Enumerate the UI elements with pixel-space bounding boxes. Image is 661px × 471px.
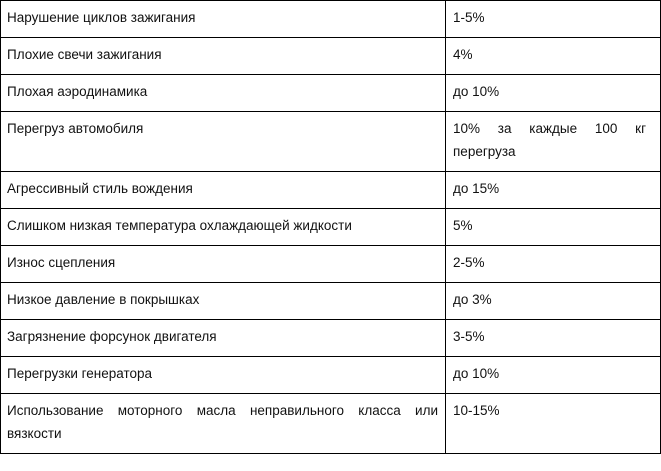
- value-cell: 3-5%: [446, 320, 661, 357]
- factor-cell: Износ сцепления: [1, 246, 446, 283]
- table-row: [1, 1, 661, 38]
- value-cell: до 15%: [446, 172, 661, 209]
- table-row: [1, 38, 661, 75]
- table-row: [1, 112, 661, 172]
- value-cell: 10-15%: [446, 394, 661, 454]
- factor-cell: Агрессивный стиль вождения: [1, 172, 446, 209]
- value-cell: до 10%: [446, 75, 661, 112]
- table-row: [1, 394, 661, 454]
- value-cell: 10% за каждые 100 кг перегруза: [446, 112, 661, 172]
- factor-cell: Плохие свечи зажигания: [1, 38, 446, 75]
- factor-cell: Загрязнение форсунок двигателя: [1, 320, 446, 357]
- factor-cell: Использование моторного масла неправильного класса или вязкости: [1, 394, 446, 454]
- factor-cell: Слишком низкая температура охлаждающей жидкости: [1, 209, 446, 246]
- value-cell: 5%: [446, 209, 661, 246]
- factor-cell: Перегрузки генератора: [1, 357, 446, 394]
- value-cell: до 3%: [446, 283, 661, 320]
- factor-cell: Нарушение циклов зажигания: [1, 1, 446, 38]
- table-row: [1, 283, 661, 320]
- table-row: [1, 357, 661, 394]
- table-row: [1, 75, 661, 112]
- factor-cell: Перегруз автомобиля: [1, 112, 446, 172]
- factor-cell: Плохая аэродинамика: [1, 75, 446, 112]
- table-row: [1, 209, 661, 246]
- table-row: [1, 246, 661, 283]
- factor-cell: Низкое давление в покрышках: [1, 283, 446, 320]
- value-cell: 2-5%: [446, 246, 661, 283]
- value-cell: до 10%: [446, 357, 661, 394]
- value-cell: 1-5%: [446, 1, 661, 38]
- table-row: [1, 172, 661, 209]
- value-cell: 4%: [446, 38, 661, 75]
- table-row: [1, 320, 661, 357]
